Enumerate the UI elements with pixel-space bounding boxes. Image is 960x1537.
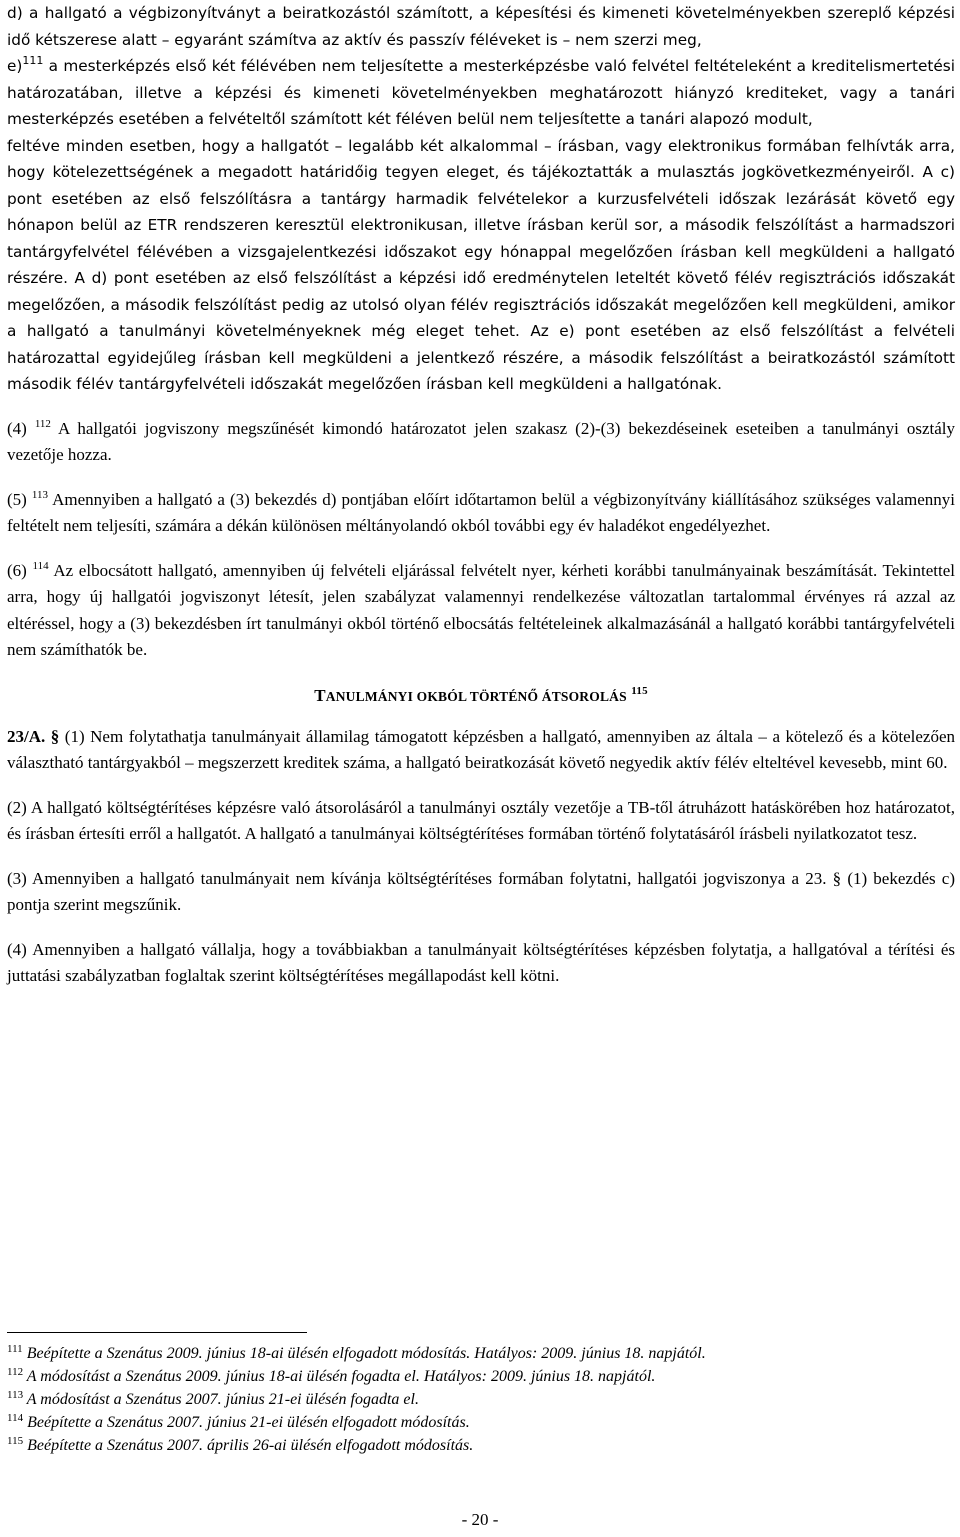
point-e-marker: e) (7, 57, 23, 75)
footnote-separator (7, 1332, 307, 1333)
document-page (7, 0, 955, 990)
section-label: 23/A. (7, 726, 46, 746)
footnote-text: Beépítette a Szenátus 2007. június 21-ei ülésén elfogadott módosítás. (23, 1414, 470, 1431)
footnote-number: 112 (7, 1366, 24, 1378)
page-number: - 20 - (461, 1510, 499, 1529)
footnote-115 (7, 1434, 955, 1457)
footnote-ref-113: 113 (31, 488, 48, 501)
heading-first-letter: T (314, 685, 326, 705)
paragraph-6-marker: (6) (7, 560, 27, 580)
paragraph-point-d: d) a hallgató a végbizonyítványt a beiratkozástól számított, a képesítési és kimeneti követelményekben szereplő képzési idő kétszerese alatt – egyaránt számítva az aktív és passzív féléveket is – nem szerzi meg, (7, 4, 955, 49)
section-sign: § (50, 726, 60, 746)
section-23a-paragraph-4: (4) Amennyiben a hallgató vállalja, hogy a továbbiakban a tanulmányait költségtérítéses képzésben folytatja, a hallgatóval a térítési és juttatási szabályzatban foglaltak szerint költségtérítéses megállapodást kell kötni. (7, 939, 955, 985)
footnote-ref-115: 115 (631, 684, 648, 697)
paragraph-point-e (7, 53, 955, 133)
footnotes (7, 1342, 955, 1457)
footnote-ref-114: 114 (32, 559, 49, 572)
paragraph-5-marker: (5) (7, 489, 27, 509)
section-heading (7, 686, 955, 706)
paragraph-4-marker: (4) (7, 418, 27, 438)
footnote-number: 111 (7, 1343, 23, 1355)
footnote-ref-112: 112 (34, 417, 51, 430)
section-23a-paragraph-1-text: (1) Nem folytathatja tanulmányait államilag támogatott képzésben a hallgató, amennyiben az általa – a kötelező és a kötelezően választható tantárgyakból – megszerzett kreditek száma, a hallgató beiratkozását követő negyedik aktív félév elteltével kevesebb, mint 60. (7, 726, 955, 772)
paragraph-conditions: feltéve minden esetben, hogy a hallgatót – legalább két alkalommal – írásban, vagy elektronikus formában felhívták arra, hogy kötelezettségének a megadott határidőig tegyen eleget, és tájékoztatták a mulasztás jogkövetkezményeiről. A c) pont esetében az első felszólításra a tantárgy harmadik felvételekor a kurzusfelvételi időszak lezárását követő egy hónapon belül az ETR rendszeren keresztül elektronikusan, illetve írásban kerül sor, a második felszólítást a harmadszori tantárgyfelvétel félévében a vizsgajelentkezési időszakot egy hónappal megelőzően írásban kell megküldeni a hallgató részére. A d) pont esetében az első felszólítást a képzési idő eredménytelen leteltét követő félév regisztrációs időszakát megelőzően, a második felszólítást pedig az utolsó olyan félév regisztrációs időszakát megelőzően kell megküldeni, amikor a hallgató a tanulmányi követelményeknek még eleget tehet. Az e) pont esetében az első felszólítást a felvételi határozattal egyidejűleg írásban kell megküldeni a jelentkező részére, a második felszólítást a beiratkozástól számított második félév tantárgyfelvételi időszakát megelőzően írásban kell megküldeni a hallgatónak. (7, 136, 955, 393)
heading-rest: ANULMÁNYI OKBÓL TÖRTÉNŐ ÁTSOROLÁS (325, 688, 627, 704)
section-23a-paragraph-2: (2) A hallgató költségtérítéses képzésre való átsorolásáról a tanulmányi osztály vezetője a TB-től átruházott hatáskörében hoz határozatot, és írásban értesíti erről a hallgatót. A hallgató a tanulmányai költségtérítéses formában történő folytatásáról írásbeli nyilatkozatot tesz. (7, 797, 955, 843)
footnote-text: Beépítette a Szenátus 2007. április 26-ai ülésén elfogadott módosítás. (23, 1437, 474, 1454)
footnote-112 (7, 1365, 955, 1388)
footnote-number: 115 (7, 1435, 24, 1447)
footnote-114 (7, 1411, 955, 1434)
paragraph-5 (7, 487, 955, 540)
footnote-text: A módosítást a Szenátus 2009. június 18-ai ülésén fogadta el. Hatályos: 2009. június 18. napjától. (23, 1368, 656, 1385)
footnote-text: Beépítette a Szenátus 2009. június 18-ai ülésén elfogadott módosítás. Hatályos: 2009. június 18. napjától. (22, 1345, 706, 1362)
paragraph-6-text: Az elbocsátott hallgató, amennyiben új felvételi eljárással felvételt nyer, kérheti korábbi tanulmányainak beszámítását. Tekintettel arra, hogy új hallgatói jogviszonyt létesít, jelen szabályzat valamennyi rendelkezése változatlan tartalommal érvényes rá azzal az eltéréssel, hogy a (3) bekezdésben írt tanulmányi okból történő elbocsátás feltételeinek alkalmazásánál a hallgató korábbi tantárgyfelvételi nem számíthatók be. (7, 560, 955, 659)
paragraph-6 (7, 558, 955, 664)
footnote-111 (7, 1342, 955, 1365)
footnote-number: 114 (7, 1412, 24, 1424)
paragraph-4 (7, 416, 955, 469)
paragraph-5-text: Amennyiben a hallgató a (3) bekezdés d) pontjában előírt időtartamon belül a végbizonyítvány kiállításához szükséges valamennyi feltételt nem teljesíti, számára a dékán különösen méltányolandó okból további egy év haladékot engedélyezhet. (7, 489, 955, 535)
footnote-text: A módosítást a Szenátus 2007. június 21-ei ülésén fogadta el. (23, 1391, 419, 1408)
section-23a-paragraph-1 (7, 724, 955, 777)
footnote-number: 113 (7, 1389, 24, 1401)
section-23a-paragraph-3: (3) Amennyiben a hallgató tanulmányait nem kívánja költségtérítéses formában folytatni, hallgatói jogviszonya a 23. § (1) bekezdés c) pontja szerint megszűnik. (7, 868, 955, 914)
point-e-text: a mesterképzés első két félévében nem teljesítette a mesterképzésbe való felvétel feltételeként a kreditelismertetési határozatában, illetve a képzési és kimeneti követelményekben meghatározott hiányzó krediteket, vagy a tanári mesterképzés esetében a felvételtől számított két féléven belül nem teljesítette a tanári alapozó modult, (7, 57, 955, 128)
footnote-ref-111: 111 (22, 54, 44, 67)
footnote-113 (7, 1388, 955, 1411)
paragraph-4-text: A hallgatói jogviszony megszűnését kimondó határozatot jelen szakasz (2)-(3) bekezdéseinek eseteiben a tanulmányi osztály vezetője hozza. (7, 418, 955, 464)
